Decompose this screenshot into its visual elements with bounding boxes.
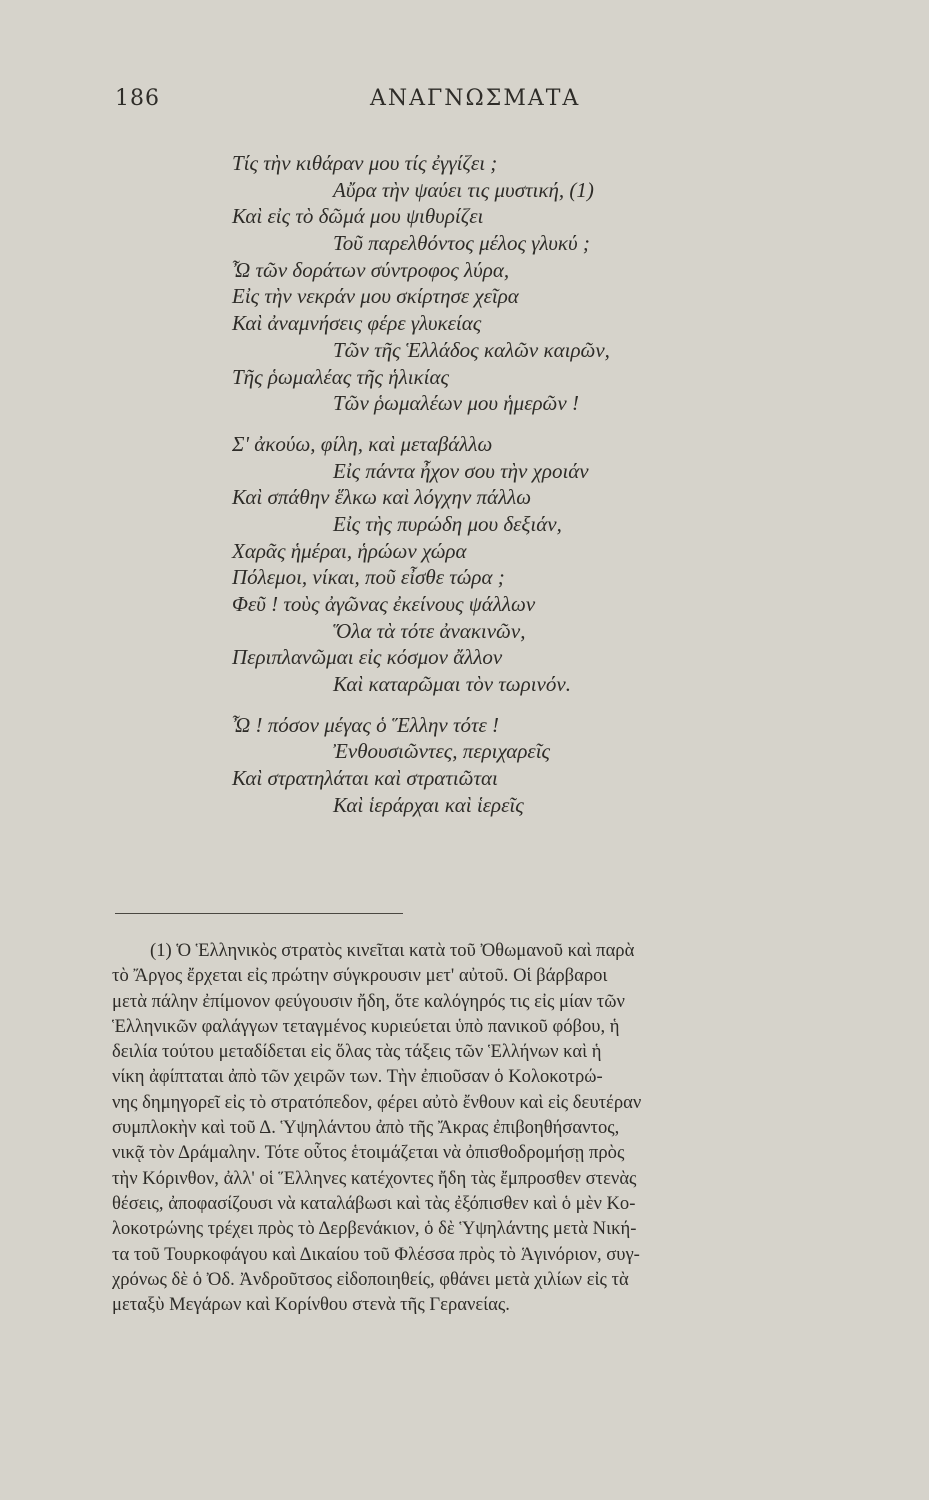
footnote <box>112 938 882 1317</box>
verse-line: Αὔρα τὴν ψαύει τις μυστική, (1) <box>333 177 594 202</box>
footnote-line: τὸ Ἄργος ἔρχεται εἰς πρώτην σύγκρουσιν μετ' αὐτοῦ. Οἱ βάρβαροι <box>112 965 608 987</box>
page-number: 186 <box>115 86 160 111</box>
verse-line: Χαρᾶς ἡμέραι, ἡρώων χώρα <box>232 538 467 563</box>
verse-line: Εἰς πάντα ἦχον σου τὴν χροιάν <box>333 458 589 483</box>
verse-line: Τίς τὴν κιθάραν μου τίς ἐγγίζει ; <box>232 151 498 175</box>
verse-line: Ὦ ! πόσον μέγας ὁ Ἕλλην τότε ! <box>232 712 500 737</box>
footnote-line: δειλία τούτου μεταδίδεται εἰς ὅλας τὰς τάξεις τῶν Ἑλλήνων καὶ ἡ <box>112 1041 602 1063</box>
footnote-line: μεταξὺ Μεγάρων καὶ Κορίνθου στενὰ τῆς Γερανείας. <box>112 1294 510 1316</box>
footnote-line: λοκοτρώνης τρέχει πρὸς τὸ Δερβενάκιον, ὁ δὲ Ὑψηλάντης μετὰ Νική- <box>112 1218 637 1240</box>
verse-line: Καὶ ἱεράρχαι καὶ ἱερεῖς <box>333 792 524 817</box>
footnote-line: συμπλοκὴν καὶ τοῦ Δ. Ὑψηλάντου ἀπὸ τῆς Ἄκρας ἐπιβοηθήσαντος, <box>112 1117 620 1139</box>
page-header <box>115 86 815 116</box>
footnote-line: νης δημηγορεῖ εἰς τὸ στρατόπεδον, φέρει αὐτὸ ἔνθουν καὶ εἰς δευτέραν <box>112 1091 642 1113</box>
footnote-line: (1) Ὁ Ἑλληνικὸς στρατὸς κινεῖται κατὰ τοῦ Ὀθωμανοῦ καὶ παρὰ <box>150 940 635 961</box>
footnote-line: τὴν Κόρινθον, ἀλλ' οἱ Ἕλληνες κατέχοντες ἤδη τὰς ἔμπροσθεν στενὰς <box>112 1167 637 1189</box>
verse-line: Καὶ εἰς τὸ δῶμά μου ψιθυρίζει <box>232 204 484 229</box>
stanza <box>0 712 929 819</box>
footnote-line: Ἑλληνικῶν φαλάγγων τεταγμένος κυριεύεται ὑπὸ πανικοῦ φόβου, ἡ <box>112 1015 620 1037</box>
verse-line: Τοῦ παρελθόντος μέλος γλυκύ ; <box>333 231 590 256</box>
footnote-line: θέσεις, ἀποφασίζουσι νὰ καταλάβωσι καὶ τὰς ἐξόπισθεν καὶ ὁ μὲν Κο- <box>112 1192 636 1214</box>
running-title: ΑΝΑΓΝΩΣΜΑΤΑ <box>370 86 581 111</box>
verse-line: Καὶ καταρῶμαι τὸν τωρινόν. <box>333 672 571 697</box>
footnote-line: νίκη ἀφίπταται ἀπὸ τῶν χειρῶν των. Τὴν ἐπιοῦσαν ὁ Κολοκοτρώ- <box>112 1066 603 1088</box>
verse-line: Καὶ σπάθην ἕλκω καὶ λόγχην πάλλω <box>232 485 532 510</box>
stanza <box>0 431 929 698</box>
stanza <box>0 150 929 417</box>
verse-line: Πόλεμοι, νίκαι, ποῦ εἶσθε τώρα ; <box>232 565 505 590</box>
footnote-line: τα τοῦ Τουρκοφάγου καὶ Δικαίου τοῦ Φλέσσα πρὸς τὸ Ἁγινόριον, συγ- <box>112 1243 640 1265</box>
verse-line: Εἰς τὴς πυρώδη μου δεξιάν, <box>333 511 562 536</box>
verse-line: Σ' ἀκούω, φίλη, καὶ μεταβάλλω <box>232 431 493 456</box>
verse-line: Καὶ στρατηλάται καὶ στρατιῶται <box>232 766 498 791</box>
verse-line: Τῶν ῥωμαλέων μου ἡμερῶν ! <box>333 391 579 416</box>
verse-line: Τῶν τῆς Ἑλλάδος καλῶν καιρῶν, <box>333 337 610 362</box>
verse-line: Φεῦ ! τοὺς ἀγῶνας ἐκείνους ψάλλων <box>232 592 536 616</box>
verse-line: Ἐνθουσιῶντες, περιχαρεῖς <box>333 739 551 764</box>
footnote-line: χρόνως δὲ ὁ Ὀδ. Ἀνδροῦτσος εἰδοποιηθείς, φθάνει μετὰ χιλίων εἰς τὰ <box>112 1268 629 1290</box>
verse-line: Περιπλανῶμαι εἰς κόσμον ἄλλον <box>232 645 503 670</box>
verse-line: Καὶ ἀναμνήσεις φέρε γλυκείας <box>232 311 482 336</box>
verse-line: Ὦ τῶν δοράτων σύντροφος λύρα, <box>232 257 510 282</box>
verse-line: Εἰς τὴν νεκράν μου σκίρτησε χεῖρα <box>232 284 519 309</box>
footnote-line: μετὰ πάλην ἐπίμονον φεύγουσιν ἤδη, ὅτε καλόγηρός τις εἰς μίαν τῶν <box>112 990 625 1012</box>
footnote-line: νικᾷ τὸν Δράμαλην. Τότε οὗτος ἑτοιμάζεται νὰ ὀπισθοδρομήσῃ πρὸς <box>112 1142 625 1164</box>
footnote-divider <box>115 913 403 914</box>
poem <box>0 150 929 833</box>
verse-line: Ὅλα τὰ τότε ἀνακινῶν, <box>333 618 526 643</box>
verse-line: Τῆς ῥωμαλέας τῆς ἡλικίας <box>232 364 450 389</box>
